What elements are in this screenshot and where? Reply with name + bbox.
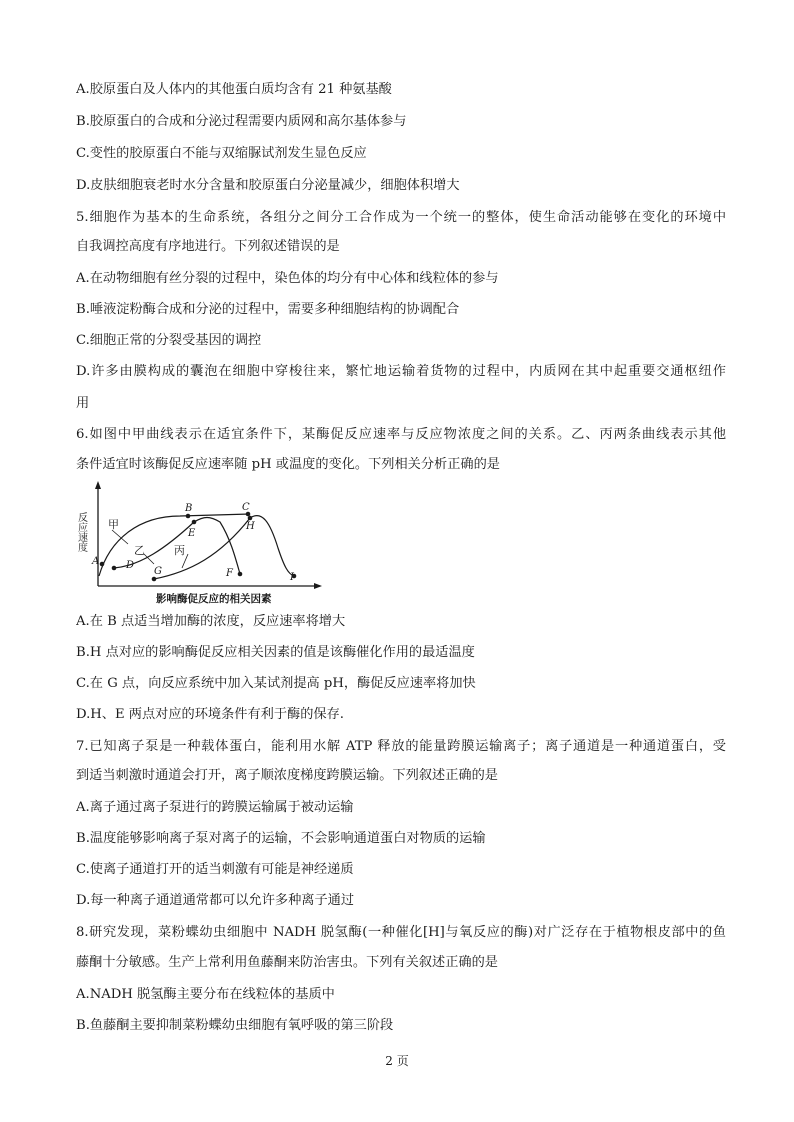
q5-option-c: C.细胞正常的分裂受基因的调控 <box>76 333 262 348</box>
q5-stem-line1: 5.细胞作为基本的生命系统，各组分之间分工合作成为一个统一的整体，使生命活动能够在变化的环境中 <box>76 210 726 225</box>
q6-option-a: A.在 B 点适当增加酶的浓度，反应速率将增大 <box>76 614 346 629</box>
q8-option-b: B.鱼藤酮主要抑制菜粉蝶幼虫细胞有氧呼吸的第三阶段 <box>76 1018 394 1033</box>
y-axis-label: 反应速度 <box>75 512 87 552</box>
q7-option-d: D.每一种离子通道通常都可以允许多种离子通过 <box>76 893 355 908</box>
x-axis-label: 影响酶促反应的相关因素 <box>156 593 272 605</box>
q6-stem-line2: 条件适宜时该酶促反应速率随 pH 或温度的变化。下列相关分析正确的是 <box>76 457 500 472</box>
point-a-label: A <box>92 556 100 567</box>
point-g-dot <box>152 577 157 582</box>
enzyme-rate-graph <box>70 478 332 608</box>
point-c-label: C <box>242 502 250 513</box>
point-d-dot <box>112 566 117 571</box>
page-number: 2 页 <box>385 1054 409 1068</box>
q6-option-b: B.H 点对应的影响酶促反应相关因素的值是该酶催化作用的最适温度 <box>76 645 475 660</box>
label-bing: 丙 <box>174 544 185 557</box>
point-h-label: H <box>246 521 255 532</box>
label-yi: 乙 <box>134 544 145 557</box>
q5-stem-line2: 自我调控高度有序地进行。下列叙述错误的是 <box>76 239 340 254</box>
point-e-dot <box>192 520 197 525</box>
q8-option-a: A.NADH 脱氢酶主要分布在线粒体的基质中 <box>76 987 335 1002</box>
point-b-dot <box>186 514 191 519</box>
point-f-label: F <box>226 568 233 579</box>
point-g-label: G <box>154 566 162 577</box>
x-axis-arrow-icon <box>314 583 322 589</box>
q5-option-d-line1: D.许多由膜构成的囊泡在细胞中穿梭往来，繁忙地运输着货物的过程中，内质网在其中起重要交通枢纽作 <box>76 364 726 379</box>
q4-option-a: A.胶原蛋白及人体内的其他蛋白质均含有 21 种氨基酸 <box>76 82 392 97</box>
point-f-dot <box>238 572 243 577</box>
point-i-label: I <box>290 572 294 583</box>
label-pointer-jia <box>112 530 128 544</box>
y-axis-arrow-icon <box>95 481 101 489</box>
q4-option-d: D.皮肤细胞衰老时水分含量和胶原蛋白分泌量减少，细胞体积增大 <box>76 178 460 193</box>
enzyme-rate-figure <box>70 478 332 608</box>
point-e-label: E <box>188 528 196 539</box>
point-d-label: D <box>126 560 135 571</box>
q8-stem-line1: 8.研究发现，菜粉蝶幼虫细胞中 NADH 脱氢酶(一种催化[H]与氧反应的酶)对广泛存在于植物根皮部中的鱼 <box>76 925 726 940</box>
q7-option-a: A.离子通过离子泵进行的跨膜运输属于被动运输 <box>76 800 354 815</box>
q6-stem-line1: 6.如图中甲曲线表示在适宜条件下，某酶促反应速率与反应物浓度之间的关系。乙、丙两条曲线表示其他 <box>76 427 726 442</box>
q4-option-b: B.胶原蛋白的合成和分泌过程需要内质网和高尔基体参与 <box>76 114 407 129</box>
q5-option-a: A.在动物细胞有丝分裂的过程中，染色体的均分有中心体和线粒体的参与 <box>76 271 499 286</box>
q7-option-c: C.使离子通道打开的适当刺激有可能是神经递质 <box>76 862 354 877</box>
q6-option-c: C.在 G 点，向反应系统中加入某试剂提高 pH，酶促反应速率将加快 <box>76 676 476 691</box>
q5-option-b: B.唾液淀粉酶合成和分泌的过程中，需要多种细胞结构的协调配合 <box>76 302 460 317</box>
q7-stem-line2: 到适当刺激时通道会打开，离子顺浓度梯度跨膜运输。下列叙述正确的是 <box>76 768 498 783</box>
q5-option-d-line2: 用 <box>76 396 90 411</box>
point-a-dot <box>100 562 105 567</box>
point-h-dot <box>248 516 253 521</box>
q7-option-b: B.温度能够影响离子泵对离子的运输，不会影响通道蛋白对物质的运输 <box>76 831 486 846</box>
q6-option-d: D.H、E 两点对应的环境条件有利于酶的保存. <box>76 707 344 722</box>
q8-stem-line2: 藤酮十分敏感。生产上常利用鱼藤酮来防治害虫。下列有关叙述正确的是 <box>76 955 498 970</box>
point-b-label: B <box>185 503 193 514</box>
label-jia: 甲 <box>108 518 119 531</box>
q7-stem-line1: 7.已知离子泵是一种载体蛋白，能利用水解 ATP 释放的能量跨膜运输离子；离子通道是一种通道蛋白，受 <box>76 739 726 754</box>
q4-option-c: C.变性的胶原蛋白不能与双缩脲试剂发生显色反应 <box>76 146 367 161</box>
